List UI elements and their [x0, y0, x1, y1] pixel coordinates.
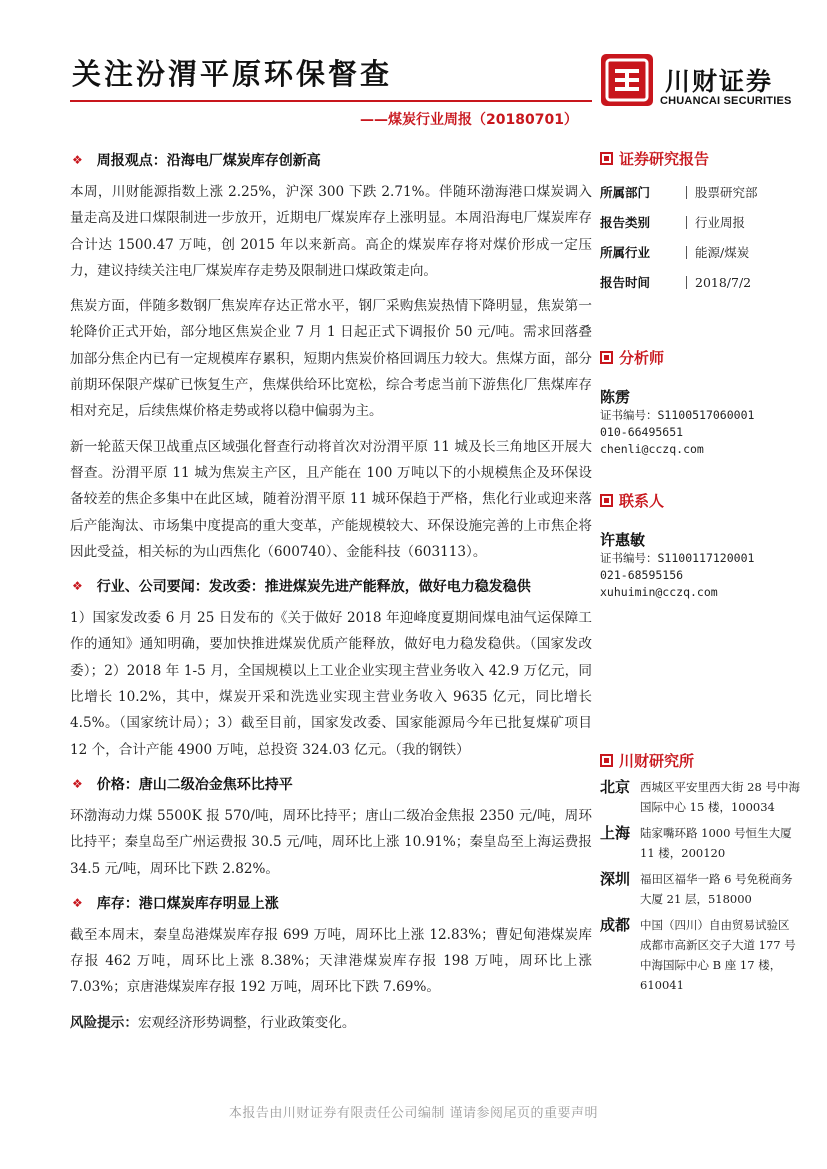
contact-email[interactable]: xuhuimin@cczq.com: [600, 585, 718, 599]
diamond-bullet-icon: ❖: [72, 895, 83, 910]
info-row: 报告时间 2018/7/2: [600, 274, 752, 290]
paragraph: 本周，川财能源指数上涨 2.25%，沪深 300 下跌 2.71%。伴随环渤海港口煤炭调入量走高及进口煤限制进一步放开，近期电厂煤炭库存上涨明显。本周沿海电厂煤炭库存合计达 1500.47 万吨，创 2015 年以来新高。高企的煤炭库存将对煤价形成一定压力，建议持续关注电厂煤炭库存走势及限制进口煤政策走向。: [70, 184, 592, 279]
report-title: 关注汾渭平原环保督查: [72, 57, 393, 91]
risk-label: 风险提示：: [70, 1014, 138, 1031]
brand-name-en: CHUANCAI SECURITIES: [660, 95, 792, 107]
analyst-cert: 证书编号：S1100517060001: [600, 408, 755, 422]
section-title: 周报观点：沿海电厂煤炭库存创新高: [96, 153, 321, 169]
info-row: 所属行业 能源/煤炭: [600, 244, 750, 260]
report-info-panel: [600, 148, 800, 297]
office-row: [600, 777, 800, 817]
square-bullet-icon: [600, 754, 613, 767]
diamond-bullet-icon: ❖: [72, 579, 83, 594]
section-heading: [70, 774, 592, 794]
paragraph: 环渤海动力煤 5500K 报 570/吨，周环比持平；唐山二级冶金焦报 2350 元/吨，周环比持平；秦皇岛至广州运费报 30.5 元/吨，周环比上涨 10.91%；秦皇岛至上海运费报 34.5 元/吨，周环比下跌 2.82%。: [70, 807, 592, 877]
analyst-phone: 010-66495651: [600, 425, 684, 439]
office-city: 成都: [600, 916, 631, 934]
institute-heading: 川财研究所: [600, 750, 800, 771]
main-content: [70, 150, 592, 1036]
report-subtitle: ——煤炭行业周报（20180701）: [360, 112, 578, 128]
paragraph: 新一轮蓝天保卫战重点区域强化督查行动将首次对汾渭平原 11 城及长三角地区开展大督查。汾渭平原 11 城为焦炭主产区，且产能在 100 万吨以下的小规模焦企及环保设备较差的焦企多集中在此区域，随着汾渭平原 11 城环保趋于严格，焦化行业或迎来落后产能淘汰、市场集中度提高的重大变革，产能规模较大、环保设施完善的上市焦企将因此受益，相关标的为山西焦化（600740）、金能科技（603113）。: [70, 438, 592, 560]
info-row: 所属部门 股票研究部: [600, 184, 758, 200]
risk-warning: [70, 1010, 592, 1036]
office-address: 陆家嘴环路 1000 号恒生大厦 11 楼，200120: [640, 826, 792, 860]
office-city: 上海: [600, 824, 631, 842]
info-row: 报告类别 行业周报: [600, 214, 746, 230]
office-address: 中国（四川）自由贸易试验区成都市高新区交子大道 177 号中海国际中心 B 座 17 楼，610041: [640, 918, 796, 992]
paragraph: 焦炭方面，伴随多数钢厂焦炭库存达正常水平，钢厂采购焦炭热情下降明显，焦炭第一轮降价正式开始，部分地区焦炭企业 7 月 1 日起正式下调报价 50 元/吨。需求回落叠加部分焦企内已有一定规模库存累积，短期内焦炭价格回调压力较大。焦煤方面，部分前期环保限产煤矿已恢复生产，焦煤供给环比宽松，综合考虑当前下游焦化厂焦煤库存相对充足，后续焦煤价格走势或将以稳中偏弱为主。: [70, 298, 592, 420]
contact-phone: 021-68595156: [600, 568, 684, 582]
contact-panel: [600, 490, 800, 601]
office-row: [600, 915, 800, 995]
section-title: 行业、公司要闻：发改委：推进煤炭先进产能释放，做好电力稳发稳供: [96, 579, 531, 596]
paragraph: 截至本周末，秦皇岛港煤炭库存报 699 万吨，周环比上涨 12.83%；曹妃甸港煤炭库存报 462 万吨，周环比上涨 8.38%；天津港煤炭库存报 198 万吨，周环比上涨 7.03%；京唐港煤炭库存报 192 万吨，周环比下跌 7.69%。: [70, 926, 592, 996]
contact-name: 许惠敏: [600, 531, 646, 549]
analyst-heading: 分析师: [600, 347, 800, 368]
office-address: 福田区福华一路 6 号免税商务大厦 21 层，518000: [640, 872, 793, 906]
square-bullet-icon: [600, 494, 613, 507]
office-row: [600, 869, 800, 909]
brand-name-cn: 川财证券: [665, 67, 774, 96]
section-heading: [70, 576, 592, 596]
chuancai-logo-icon: [601, 54, 653, 106]
square-bullet-icon: [600, 152, 613, 165]
diamond-bullet-icon: ❖: [72, 776, 83, 791]
office-city: 北京: [600, 778, 631, 796]
analyst-panel: [600, 347, 800, 458]
analyst-name: 陈雳: [600, 388, 631, 406]
section-title: 价格：唐山二级冶金焦环比持平: [96, 776, 293, 793]
institute-panel: [600, 750, 800, 1001]
office-address: 西城区平安里西大街 28 号中海国际中心 15 楼，100034: [640, 780, 800, 814]
contact-heading: 联系人: [600, 490, 800, 511]
section-heading: [70, 150, 592, 170]
diamond-bullet-icon: ❖: [72, 153, 83, 167]
square-bullet-icon: [600, 351, 613, 364]
header-divider: [70, 100, 592, 102]
paragraph: 1）国家发改委 6 月 25 日发布的《关于做好 2018 年迎峰度夏期间煤电油气运保障工作的通知》通知明确，要加快推进煤炭优质产能释放，做好电力稳发稳供。（国家发改委）；2）2018 年 1-5 月，全国规模以上工业企业实现主营业务收入 42.9 万亿元，同比增长 10.2%，其中，煤炭开采和洗选业实现主营业务收入 9635 亿元，同比增长 4.5%。（国家统计局）；3）截至目前，国家发改委、国家能源局今年已批复煤矿项目 12 个，合计产能 4900 万吨，总投资 324.03 亿元。（我的钢铁）: [70, 610, 592, 758]
section-title: 库存：港口煤炭库存明显上涨: [96, 895, 279, 912]
office-city: 深圳: [600, 870, 631, 888]
report-info-heading: 证券研究报告: [600, 148, 800, 169]
contact-cert: 证书编号：S1100117120001: [600, 551, 755, 565]
office-row: [600, 823, 800, 863]
page-footer-disclaimer: 本报告由川财证券有限责任公司编制 谨请参阅尾页的重要声明: [228, 1106, 599, 1121]
risk-text: 宏观经济形势调整，行业政策变化。: [137, 1014, 356, 1031]
analyst-email[interactable]: chenli@cczq.com: [600, 442, 704, 456]
section-heading: [70, 893, 592, 913]
